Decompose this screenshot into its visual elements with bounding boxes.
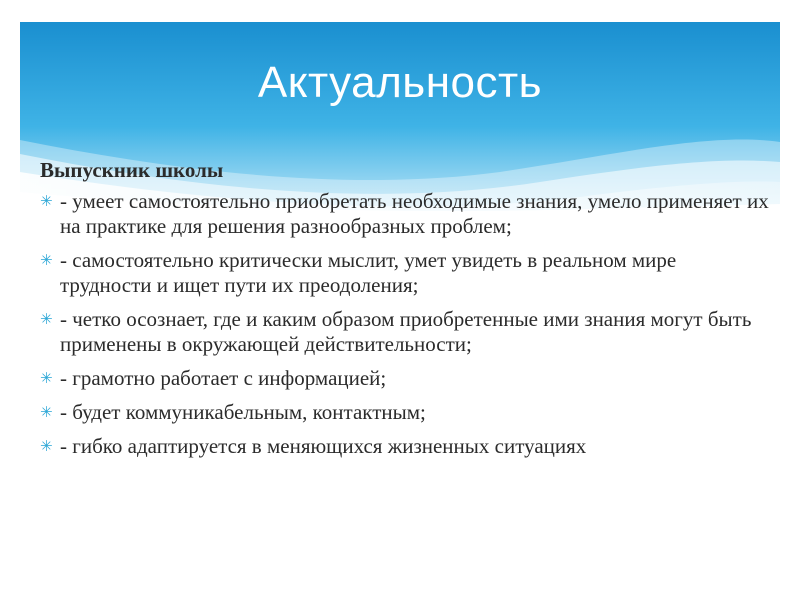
list-item	[40, 189, 770, 239]
list-item-text: - четко осознает, где и каким образом приобретенные ими знания могут быть применены в окружающей действительности;	[60, 307, 752, 356]
list-item	[40, 434, 770, 459]
slide-title: Актуальность	[257, 58, 543, 107]
star-bullet-icon: ✳	[40, 192, 53, 210]
list-item-text: - грамотно работает с информацией;	[60, 366, 387, 390]
list-item-text: - будет коммуникабельным, контактным;	[60, 400, 426, 424]
list-item-text: - гибко адаптируется в меняющихся жизненных ситуациях	[60, 434, 587, 458]
star-bullet-icon: ✳	[40, 369, 53, 387]
list-item-text: - самостоятельно критически мыслит, умет увидеть в реальном мире трудности и ищет пути их преодоления;	[60, 248, 677, 297]
list-item-text: - умеет самостоятельно приобретать необходимые знания, умело применяет их на практике для решения разнообразных проблем;	[60, 189, 769, 238]
content-subtitle: Выпускник школы	[40, 158, 224, 182]
bullet-list	[40, 189, 770, 459]
list-item	[40, 366, 770, 391]
star-bullet-icon: ✳	[40, 437, 53, 455]
star-bullet-icon: ✳	[40, 403, 53, 421]
list-item	[40, 400, 770, 425]
star-bullet-icon: ✳	[40, 251, 53, 269]
slide-content	[40, 158, 770, 468]
list-item	[40, 248, 770, 298]
list-item	[40, 307, 770, 357]
star-bullet-icon: ✳	[40, 310, 53, 328]
